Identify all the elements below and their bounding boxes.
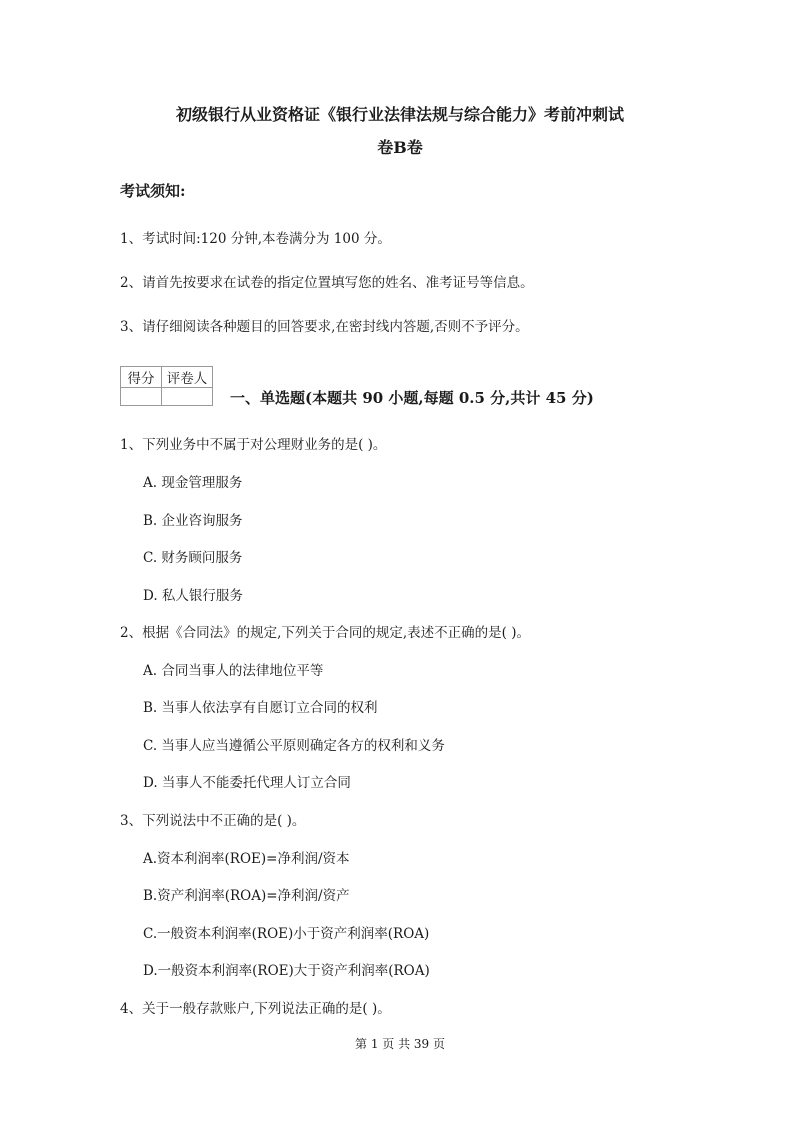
- option-item: A.资本利润率(ROE)=净利润/资本: [143, 851, 350, 867]
- notice-item: 1、考试时间:120 分钟,本卷满分为 100 分。: [120, 231, 391, 247]
- page-title-line2: 卷B卷: [377, 138, 423, 157]
- question-stem: 4、关于一般存款账户,下列说法正确的是( )。: [120, 1001, 391, 1017]
- option-item: A. 合同当事人的法律地位平等: [143, 663, 324, 679]
- notice-item: 3、请仔细阅读各种题目的回答要求,在密封线内答题,否则不予评分。: [120, 319, 529, 335]
- score-field[interactable]: [121, 388, 162, 406]
- grader-label: 评卷人: [162, 367, 213, 388]
- grader-field[interactable]: [162, 388, 213, 406]
- option-item: D. 私人银行服务: [143, 588, 243, 604]
- option-item: B.资产利润率(ROA)=净利润/资产: [143, 888, 350, 904]
- option-item: B. 企业咨询服务: [143, 513, 243, 529]
- section-title: 一、单选题(本题共 90 小题,每题 0.5 分,共计 45 分): [230, 389, 594, 407]
- notice-heading: 考试须知:: [120, 182, 186, 200]
- score-label: 得分: [121, 367, 162, 388]
- option-item: C. 当事人应当遵循公平原则确定各方的权利和义务: [143, 738, 445, 754]
- score-box: [120, 366, 213, 406]
- notice-item: 2、请首先按要求在试卷的指定位置填写您的姓名、准考证号等信息。: [120, 275, 534, 291]
- option-item: D. 当事人不能委托代理人订立合同: [143, 775, 351, 791]
- question-stem: 1、下列业务中不属于对公理财业务的是( )。: [120, 437, 387, 453]
- option-item: C. 财务顾问服务: [143, 550, 243, 566]
- page-title-line1: 初级银行从业资格证《银行业法律法规与综合能力》考前冲刺试: [175, 105, 624, 124]
- option-item: D.一般资本利润率(ROE)大于资产利润率(ROA): [143, 963, 430, 979]
- option-item: C.一般资本利润率(ROE)小于资产利润率(ROA): [143, 926, 430, 942]
- option-item: B. 当事人依法享有自愿订立合同的权利: [143, 700, 378, 716]
- page-footer: 第 1 页 共 39 页: [355, 1037, 445, 1051]
- question-stem: 2、根据《合同法》的规定,下列关于合同的规定,表述不正确的是( )。: [120, 625, 530, 641]
- option-item: A. 现金管理服务: [143, 475, 243, 491]
- question-stem: 3、下列说法中不正确的是( )。: [120, 813, 306, 829]
